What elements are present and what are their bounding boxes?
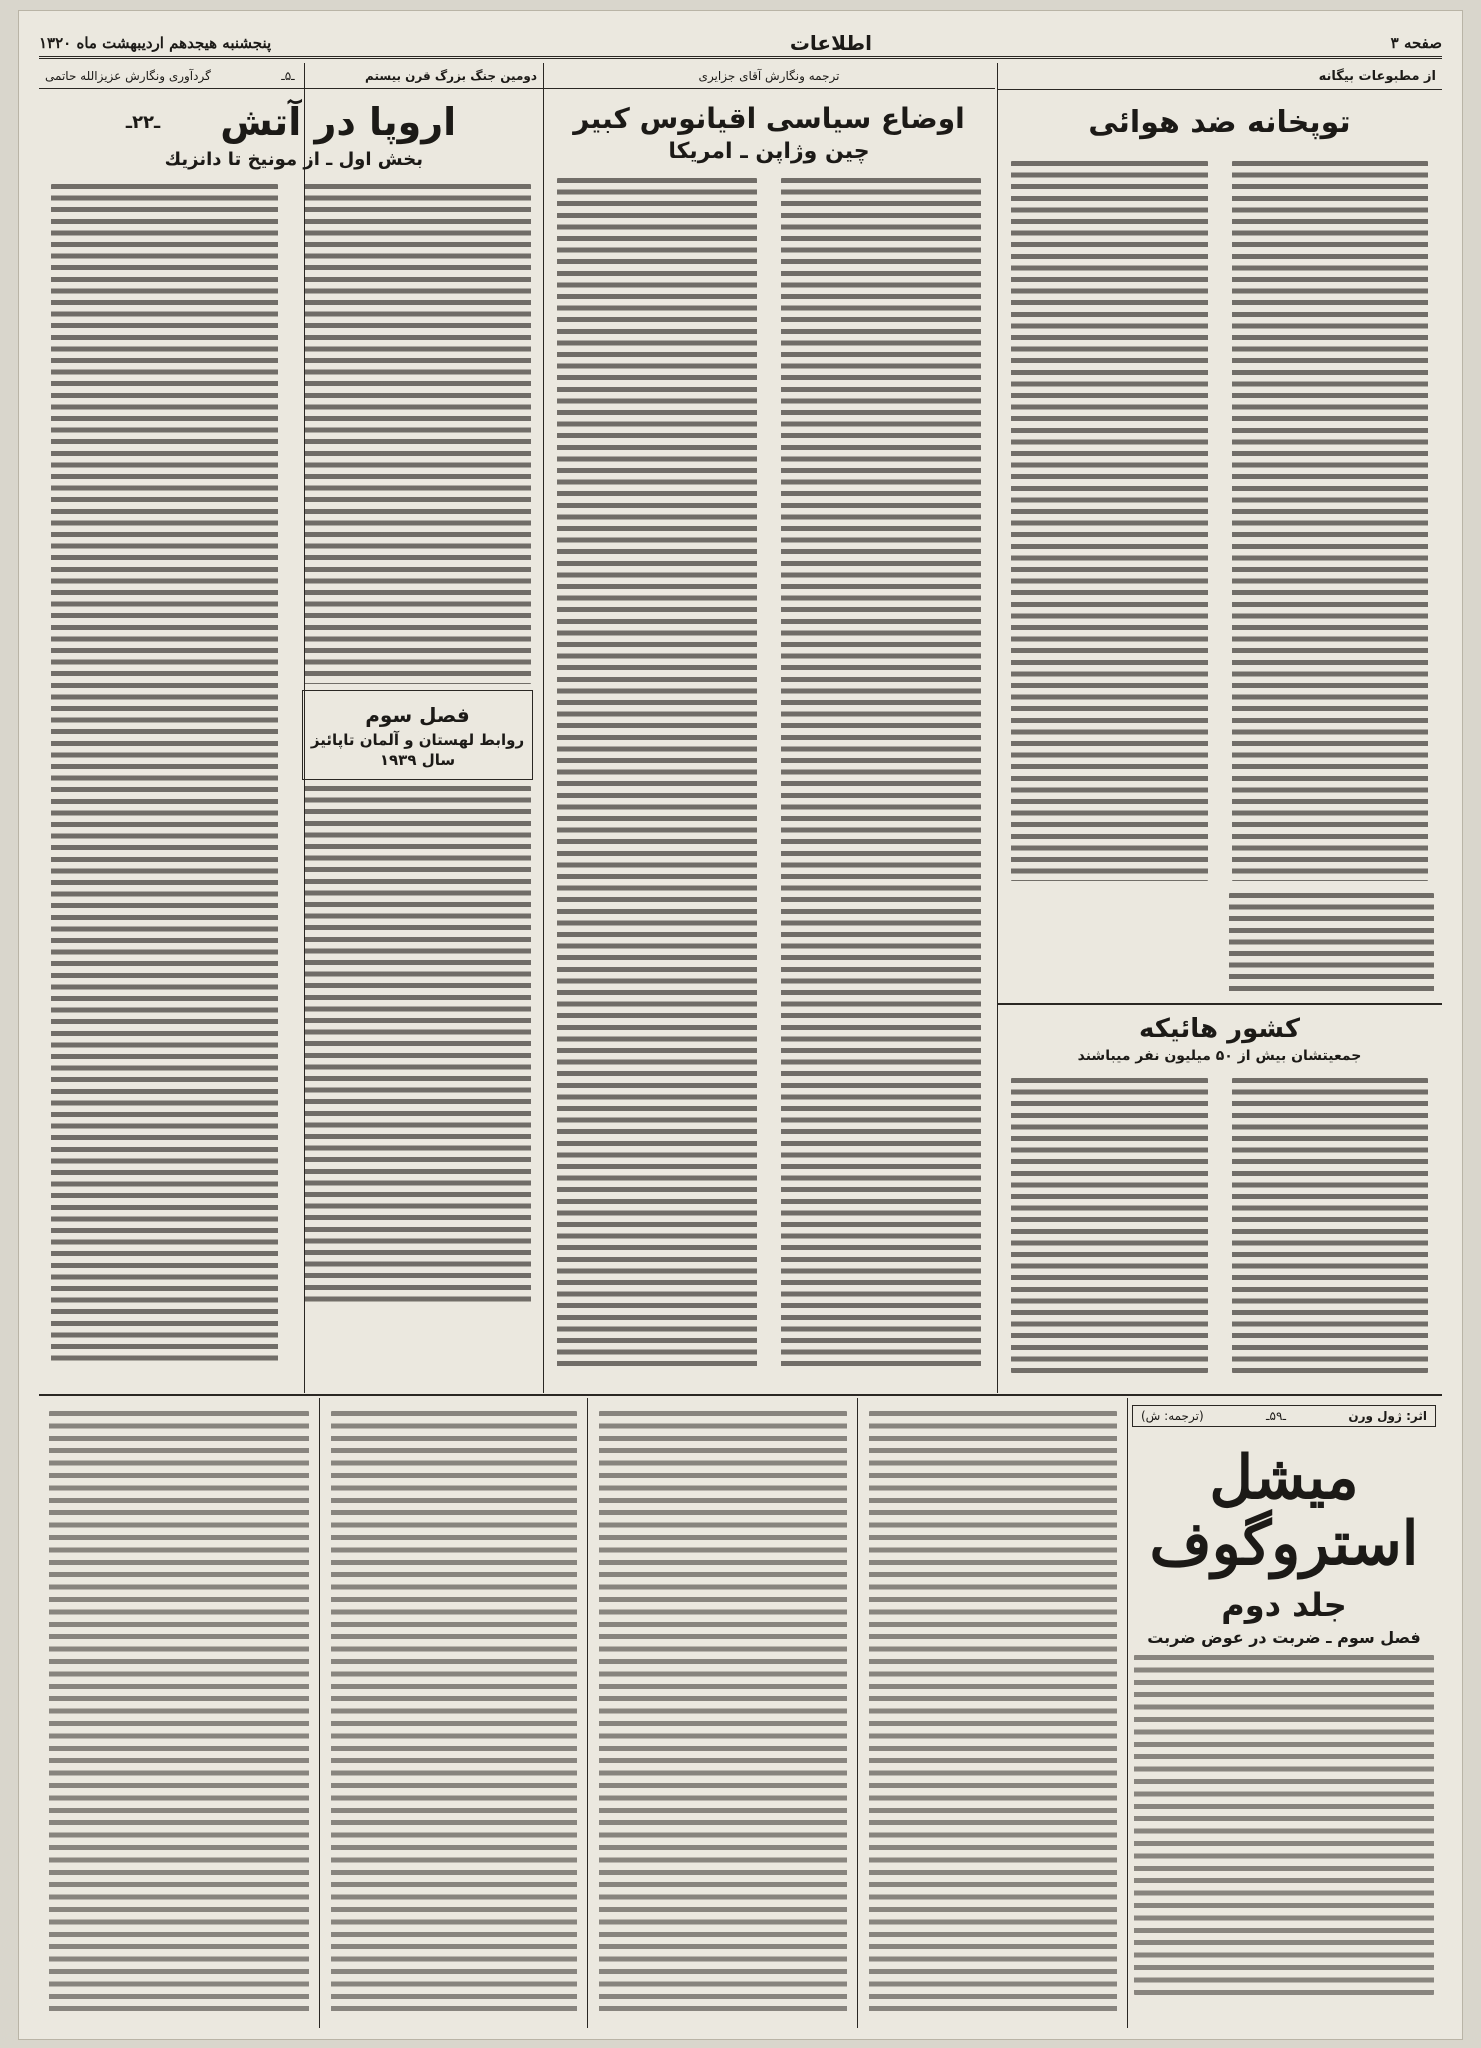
serial-tag [1132,1405,1436,1427]
article-subhead: جمعیتشان بیش از ۵۰ میلیون نفر میباشند [1077,1048,1362,1065]
article-headline: کشور هائیکه [1139,1013,1300,1044]
section-kicker: از مطبوعات بیگانه [997,65,1442,90]
serial-translator: (ترجمه: ش) [1141,1409,1204,1423]
article-body [1011,161,1208,881]
chapter-heading [302,690,533,780]
article-body [781,178,981,1373]
serial-author: اثر: ژول ورن [1348,1409,1427,1423]
series-name: دومین جنگ بزرگ قرن بیستم [365,69,537,83]
page-number: صفحه ۳ [1390,33,1442,52]
article-body [304,786,531,1306]
article-body [304,184,531,684]
masthead [39,29,1442,59]
column-rule [319,1398,320,2028]
serial-volume: جلد دوم [1221,1586,1347,1624]
section-kicker: ترجمه ونگارش آقای جزایری [543,65,995,89]
serial-text-column [41,1405,317,2023]
chapter-title: فصل سوم [365,702,470,727]
article-subhead: چین وژاپن ـ امریکا [668,139,870,165]
serial-title-column [1126,1401,1442,2027]
series-number: ـ۵ـ [281,69,295,83]
column-rule [857,1398,858,2028]
article-europe [39,65,543,1393]
article-body [557,178,757,1373]
issue-date: پنجشنبه هیجدهم اردیبهشت ماه ۱۳۲۰ [39,33,272,52]
article-body [1232,1078,1429,1373]
series-author: گردآوری ونگارش عزیزالله حاتمی [45,69,211,83]
article-body [1232,161,1429,881]
article-divider [997,1003,1442,1005]
section-divider [39,1394,1442,1396]
article-headline: اوضاع سیاسی اقیانوس کبیر [573,102,965,135]
serial-title: میشل استروگوف [1149,1443,1419,1579]
serial-text-column [323,1405,585,2023]
serial-body [49,1411,309,2017]
article-body [1011,1078,1208,1373]
article-subhead: بخش اول ـ از مونیخ تا دانزیك [164,148,423,170]
article-india [997,1015,1442,1380]
serial-body [1134,1655,1434,1995]
chapter-subtitle: روابط لهستان و آلمان تاپائیز [310,730,525,749]
serial-text-column [591,1405,855,2023]
article-headline: توپخانه ضد هوائی [1088,105,1351,140]
article-pacific [543,65,995,1393]
column-rule [587,1398,588,2028]
chapter-year: سال ۱۹۳۹ [379,750,456,769]
newspaper-page [18,10,1463,2040]
serial-text-column [861,1405,1125,2023]
series-kicker [39,65,543,89]
serial-body [331,1411,577,2017]
article-body [51,184,278,1364]
serial-chapter: فصل سوم ـ ضربت در عوض ضربت [1147,1627,1421,1647]
article-antiaircraft [997,65,1442,1393]
article-headline: اروپا در آتش [220,100,457,144]
serial-number: ـ۵۹ـ [1266,1409,1286,1423]
serial-body [599,1411,847,2017]
article-body [1229,893,1434,993]
part-number: ـ۲۲ـ [125,112,161,134]
newspaper-name: اطلاعات [789,30,872,55]
serial-body [869,1411,1117,2017]
